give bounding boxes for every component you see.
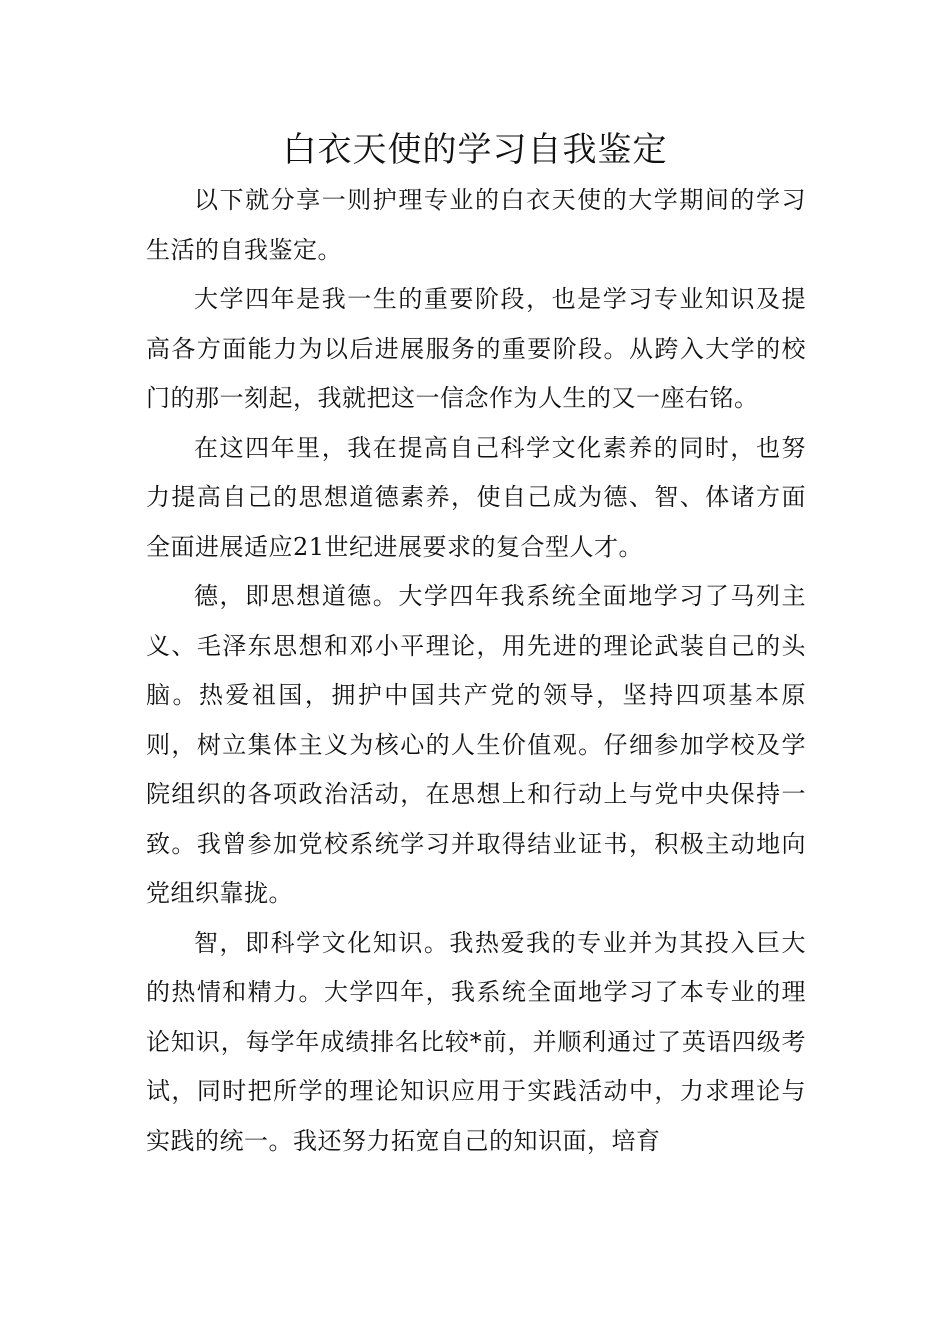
paragraph-university-years: 大学四年是我一生的重要阶段，也是学习专业知识及提高各方面能力为以后进展服务的重要阶段。从跨入大学的校门的那一刻起，我就把这一信念作为人生的又一座右铭。 bbox=[146, 285, 806, 412]
paragraph-intro: 以下就分享一则护理专业的白衣天使的大学期间的学习生活的自我鉴定。 bbox=[146, 186, 806, 264]
paragraph-overall-development: 在这四年里，我在提高自己科学文化素养的同时，也努力提高自己的思想道德素养，使自己成为德、智、体诸方面全面进展适应21世纪进展要求的复合型人才。 bbox=[146, 433, 806, 561]
paragraph-moral: 德，即思想道德。大学四年我系统全面地学习了马列主义、毛泽东思想和邓小平理论，用先进的理论武装自己的头脑。热爱祖国，拥护中国共产党的领导，坚持四项基本原则，树立集体主义为核心的人生价值观。仔细参加学校及学院组织的各项政治活动，在思想上和行动上与党中央保持一致。我曾参加党校系统学习并取得结业证书，积极主动地向党组织靠拢。 bbox=[146, 582, 806, 907]
document-body bbox=[146, 176, 806, 1166]
paragraph-intellectual: 智，即科学文化知识。我热爱我的专业并为其投入巨大的热情和精力。大学四年，我系统全面地学习了本专业的理论知识，每学年成绩排名比较*前，并顺利通过了英语四级考试，同时把所学的理论知识应用于实践活动中，力求理论与实践的统一。我还努力拓宽自己的知识面，培育 bbox=[146, 928, 806, 1155]
document-title: 白衣天使的学习自我鉴定 bbox=[282, 130, 668, 170]
